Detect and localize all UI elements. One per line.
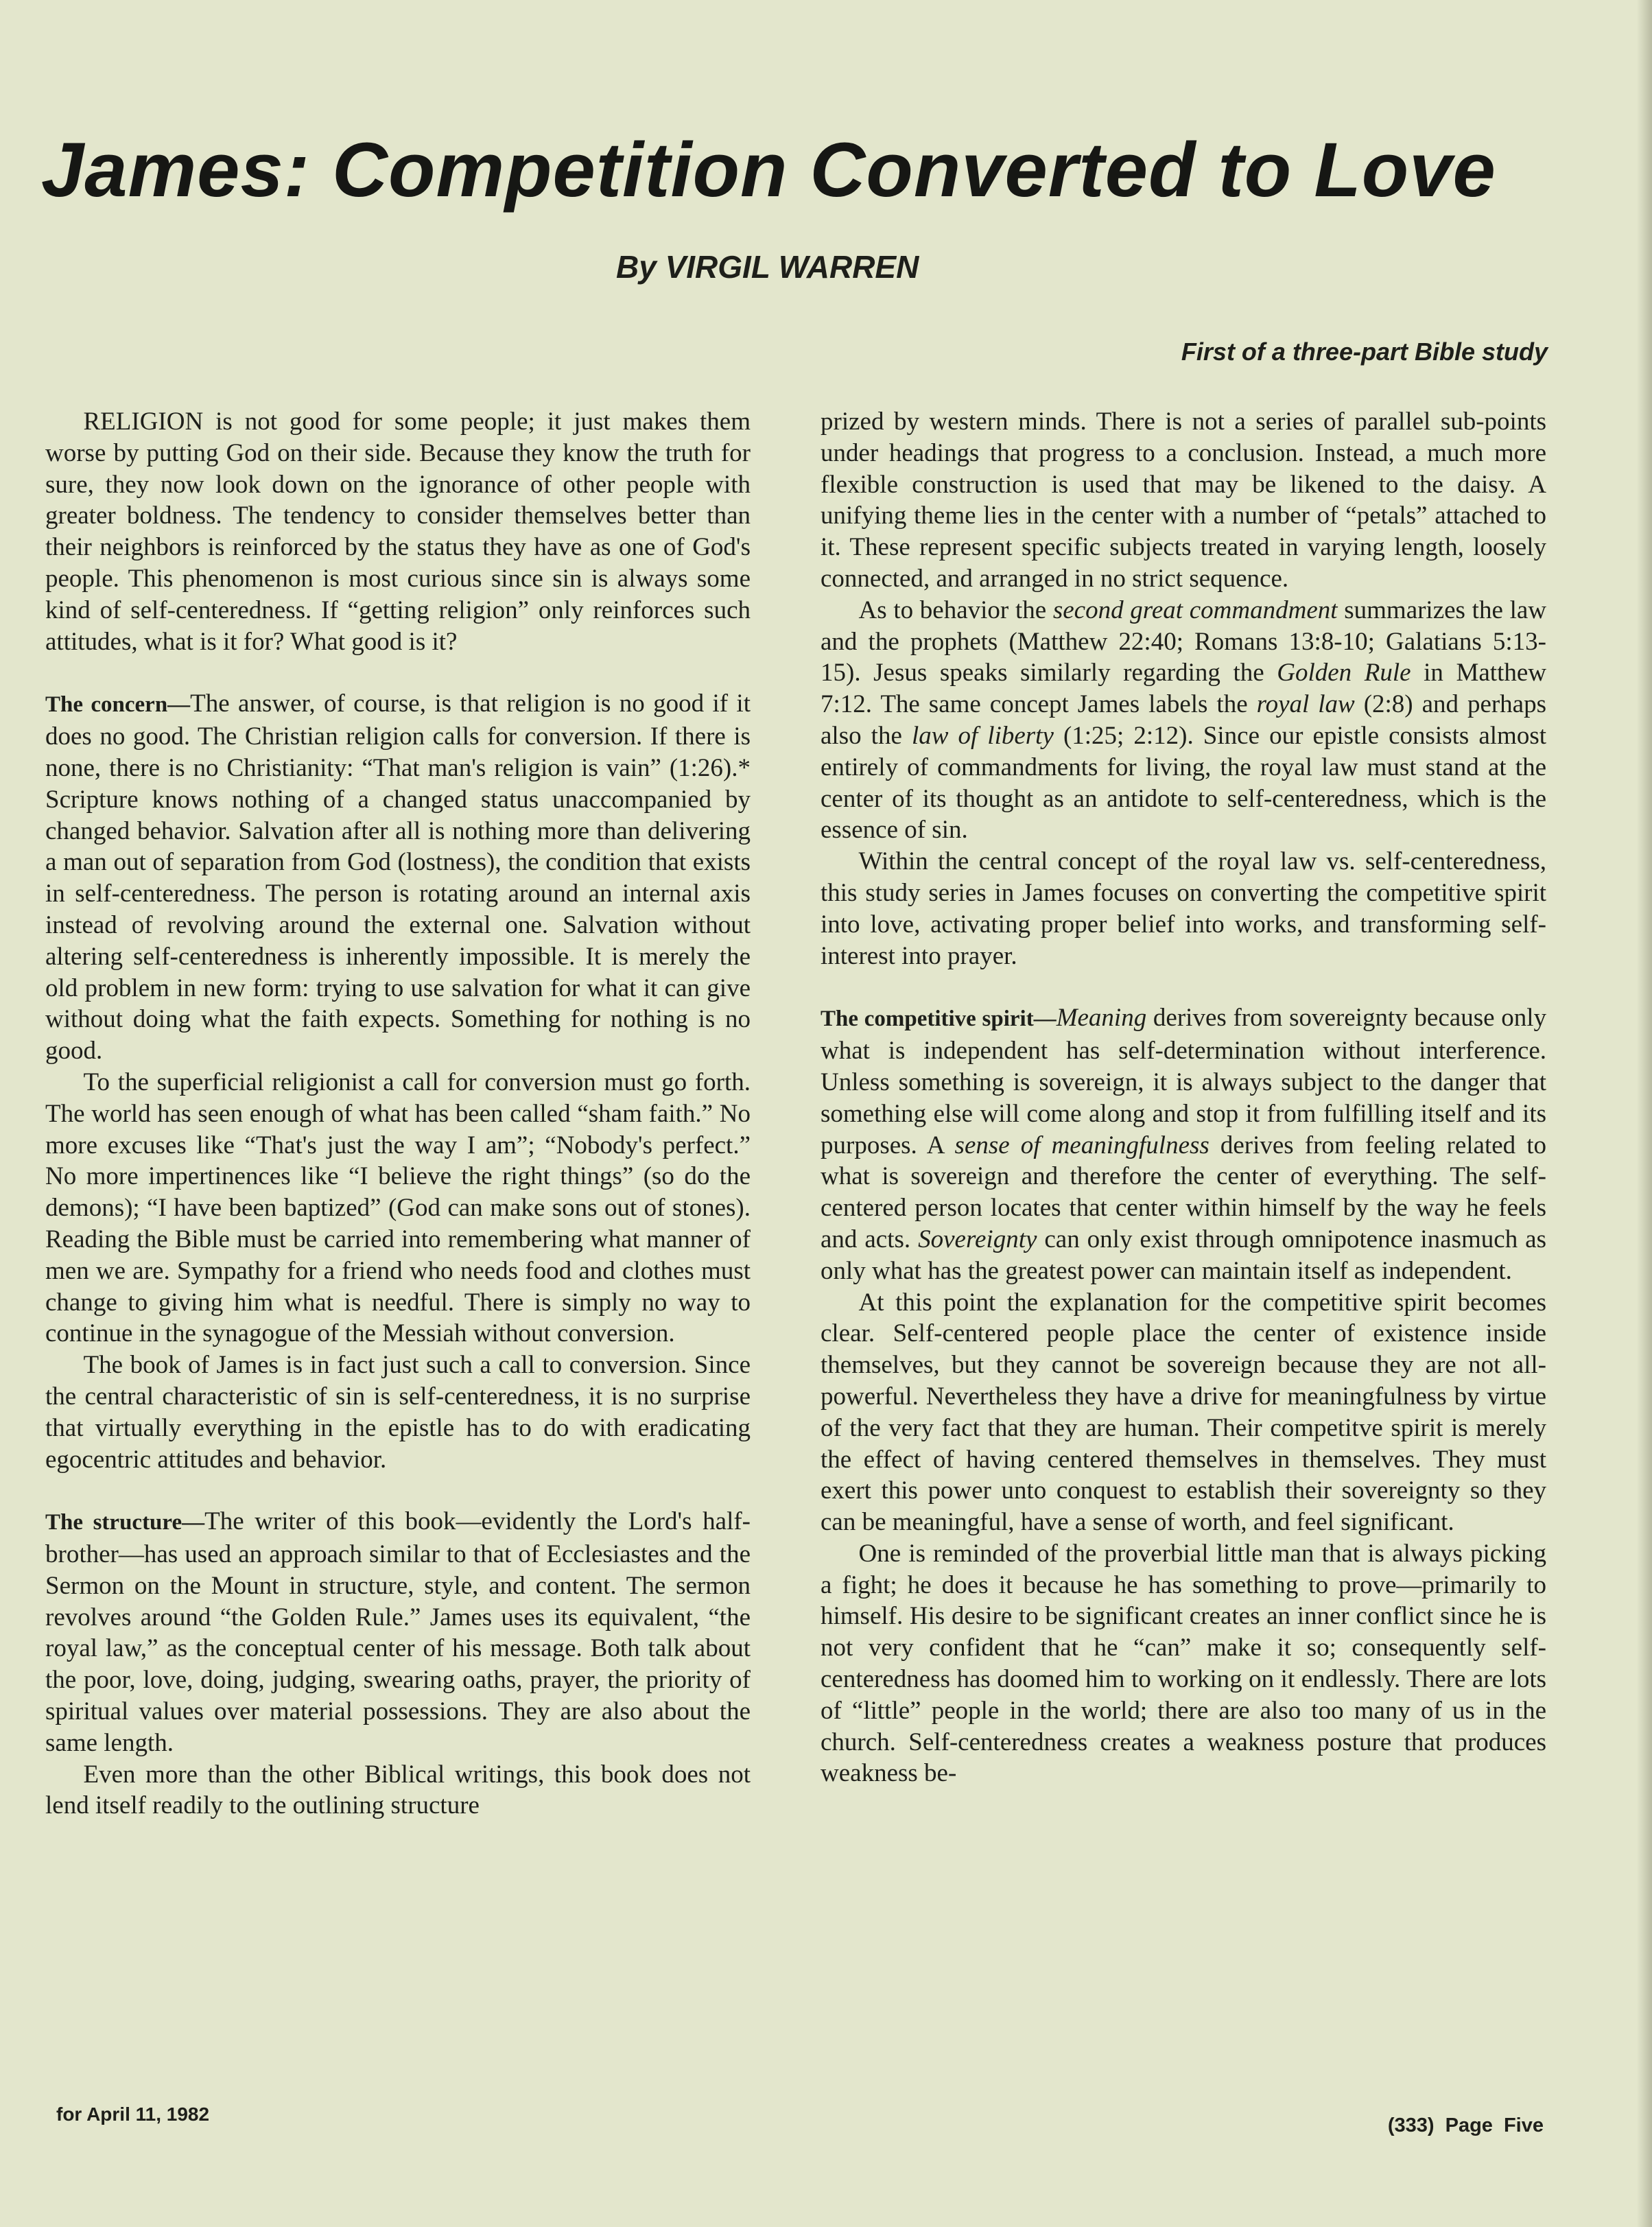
emphasis: law of liberty bbox=[911, 721, 1054, 750]
text-run: (2:8) and perhaps also the bbox=[821, 690, 1547, 750]
text-run: in Matthew 7:12. The same concept James labels the bbox=[821, 659, 1546, 719]
section-heading: The structure— bbox=[45, 1510, 205, 1535]
body-paragraph: prized by western minds. There is not a series of parallel sub-points under headings that progress to a conclusion. Instead, a much more flexible construction is used that may be likened to the daisy. A unifying theme lies in the center with a number of “petals” attached to it. These represent specific subjects treated in varying length, loosely connected, and arranged in no strict sequence. bbox=[821, 408, 1546, 593]
body-paragraph: Even more than the other Biblical writings, this book does not lend itself readily to the outlining structure bbox=[45, 1760, 751, 1820]
emphasis: second great commandment bbox=[1052, 596, 1338, 624]
byline: By VIRGIL WARREN bbox=[616, 249, 919, 285]
emphasis: Meaning bbox=[1056, 1004, 1147, 1033]
emphasis: Sovereignty bbox=[918, 1225, 1037, 1253]
emphasis: royal law bbox=[1256, 690, 1355, 719]
section-competitive-spirit bbox=[821, 1002, 1546, 1286]
article-subtitle: First of a three-part Bible study bbox=[1181, 338, 1548, 366]
emphasis: sense of meaningfulness bbox=[954, 1131, 1210, 1159]
page-edge-shadow bbox=[1637, 0, 1652, 2227]
article-title: James: Competition Converted to Love bbox=[41, 127, 1496, 213]
text-run: derives from feeling related to what is sovereign and therefore the center of everything. The self-centered person locates that center within himself by the way he feels and acts. bbox=[821, 1131, 1547, 1253]
text-run: derives from sovereignty because only what is independent has self-determination without interference. Unless something is sovereign, it is always subject to the danger that something else will come along and stop it from fulfilling itself and its purposes. A bbox=[821, 1004, 1546, 1159]
section-the-structure bbox=[45, 1506, 751, 1758]
emphasis: Golden Rule bbox=[1277, 659, 1411, 687]
section-text: The answer, of course, is that religion is no good if it does no good. The Christian religion calls for conversion. If there is none, there is no Christianity: “That man's religion is vain” (1:26).* Scripture knows nothing of a changed status unaccompanied by changed behavior. Salvation after all is nothing more than delivering a man out of separation from God (lostness), the condition that exists in self-centeredness. The person is rotating around an internal axis instead of revolving around the external one. Salvation without altering self-centeredness is inherently impossible. It is merely the old problem in new form: trying to use salvation for what it can give without doing what the faith expects. Something for nothing is no good. bbox=[45, 690, 751, 1065]
body-paragraph: At this point the explanation for the competitive spirit becomes clear. Self-centered people place the center of existence inside themselves, but they cannot be sovereign because they are not all-powerful. Nevertheless they have a drive for meaningfulness by virtue of the very fact that they are human. Their competitve spirit is merely the effect of having centered themselves in themselves. They must exert this power unto conquest to establish their sovereignty so they can be meaningful, have a sense of worth, and feel significant. bbox=[821, 1288, 1546, 1537]
right-column bbox=[821, 406, 1546, 1789]
issue-date: for April 11, 1982 bbox=[56, 2104, 210, 2125]
text-run: summarizes the law and the prophets (Matthew 22:40; Romans 13:8-10; Galatians 5:13-15). Jesus speaks similarly regarding the bbox=[821, 596, 1546, 687]
section-text: The writer of this book—evidently the Lord's half-brother—has used an approach similar to that of Ecclesiastes and the Sermon on the Mount in structure, style, and content. The sermon revolves around “the Golden Rule.” James uses its equivalent, “the royal law,” as the conceptual center of his message. Both talk about the poor, love, doing, judging, swearing oaths, prayer, the priority of spiritual values over material possessions. They are also about the same length. bbox=[45, 1507, 751, 1757]
body-paragraph: The book of James is in fact just such a call to conversion. Since the central characteristic of sin is self-centeredness, it is no surprise that virtually everything in the epistle has to do with eradicating egocentric attitudes and behavior. bbox=[45, 1351, 751, 1474]
intro-paragraph: RELIGION is not good for some people; it just makes them worse by putting God on their side. Because they know the truth for sure, they now look down on the ignorance of other people with greater boldness. The tendency to consider themselves better than their neighbors is reinforced by the status they have as one of God's people. This phenomenon is most curious since sin is always some kind of self-centeredness. If “getting religion” only reinforces such attitudes, what is it for? What good is it? bbox=[45, 408, 751, 656]
body-paragraph: One is reminded of the proverbial little man that is always picking a fight; he does it because he has something to prove—primarily to himself. His desire to be significant creates an inner conflict since he is not very confident that he “can” make it so; consequently self-centeredness has doomed him to working on it endlessly. There are lots of “little” people in the world; there are also too many of us in the church. Self-centeredness creates a weakness posture that produces weakness be- bbox=[821, 1539, 1546, 1788]
left-column bbox=[45, 406, 751, 1822]
text-run: As to behavior the bbox=[858, 596, 1053, 624]
page-number: (333) Page Five bbox=[1387, 2114, 1544, 2136]
text-run: can only exist through omnipotence inasmuch as only what has the greatest power can maintain itself as independent. bbox=[821, 1225, 1546, 1285]
body-paragraph: Within the central concept of the royal law vs. self-centeredness, this study series in James focuses on converting the competitive spirit into love, activating proper belief into works, and transforming self-interest into prayer. bbox=[821, 847, 1546, 970]
body-paragraph bbox=[821, 595, 1546, 846]
section-heading: The competitive spirit— bbox=[821, 1006, 1057, 1032]
body-paragraph: To the superficial religionist a call for conversion must go forth. The world has seen enough of what has been called “sham faith.” No more excuses like “That's just the way I am”; “Nobody's perfect.” No more impertinences like “I believe the right things” (so do the demons); “I have been baptized” (God can make sons out of stones). Reading the Bible must be carried into remembering what manner of men we are. Sympathy for a friend who needs food and clothes must change to giving him what is needful. There is simply no way to continue in the synagogue of the Messiah without conversion. bbox=[45, 1068, 751, 1348]
section-heading: The concern— bbox=[45, 692, 191, 718]
text-run: (1:25; 2:12). Since our epistle consists almost entirely of commandments for living, the royal law must stand at the center of its thought as an antidote to self-centeredness, which is the essence of sin. bbox=[821, 721, 1546, 845]
section-the-concern bbox=[45, 688, 751, 1067]
